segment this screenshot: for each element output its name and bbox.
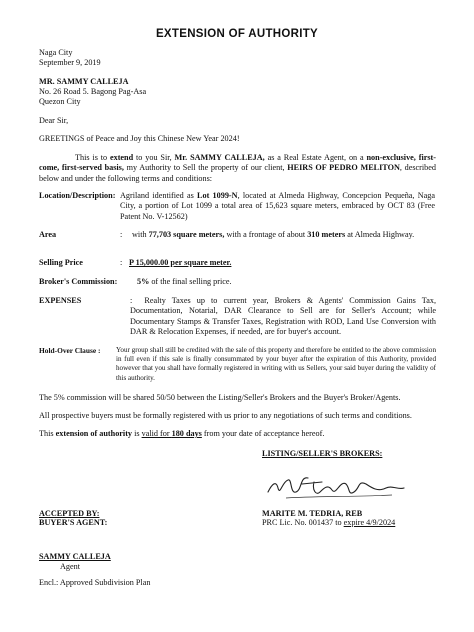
validity-note: This extension of authority is valid for 180 days from your date of acceptance hereof. (39, 429, 325, 438)
location-label: Location/Description: (39, 191, 116, 200)
addressee-address-line1: No. 26 Road 5. Bagong Pag-Asa (39, 87, 147, 96)
salutation: Dear Sir, (39, 116, 69, 125)
selling-price-colon: : (120, 258, 123, 267)
letter-date: September 9, 2019 (39, 58, 101, 67)
brokers-commission-label: Broker's Commission: (39, 277, 118, 286)
area-colon: : (120, 230, 123, 239)
addressee-address-line2: Quezon City (39, 97, 81, 106)
broker-name: MARITE M. TEDRIA, REB (262, 509, 363, 518)
intro-text: as a Real Estate Agent, on a (264, 153, 367, 162)
brokers-commission-value: 5% of the final selling price. (137, 277, 232, 286)
enclosure-note: Encl.: Approved Subdivision Plan (39, 578, 151, 587)
greeting: GREETINGS of Peace and Joy this Chinese New Year 2024! (39, 134, 240, 143)
holdover-label: Hold-Over Clause : (39, 346, 101, 355)
addressee-name: MR. SAMMY CALLEJA (39, 77, 129, 86)
commission-note: The 5% commission will be shared 50/50 between the Listing/Seller's Brokers and the Buyer's Broker/Agents. (39, 393, 401, 402)
intro-agent-name: Mr. SAMMY CALLEJA, (174, 153, 265, 162)
holdover-value: Your group shall still be credited with the sale of this property and therefore be entitled to the above commission in full even if this sale is finally consummated by your buyer after the expiration of this Authority, provided however that you shall have formally registered in writing with us Sellers, your said buyer during the validity of this authority. (116, 346, 436, 382)
selling-price-label: Selling Price (39, 258, 83, 267)
expenses-value: : Realty Taxes up to current year, Brokers & Agents' Commission Gains Tax, Documentation, Notarial, DAR Clearance to Sell are for Seller's Account; while Documentary Stamps & Transfer Taxes, Registration with ROD, Land Use Conversion with DAR & Relocation Expenses, if needed, are for buyer's account. (130, 296, 436, 336)
listing-brokers-header: LISTING/SELLER'S BROKERS: (262, 449, 383, 458)
intro-text: to you Sir, (133, 153, 175, 162)
location-value: Agriland identified as Lot 1099-N, located at Almeda Highway, Concepcion Pequeña, Naga City, a portion of Lot 1099 a total area of 15,623 square meters, embraced by OCT 83 (Free Patent No. V-12562) (120, 191, 435, 221)
accepted-by-label: ACCEPTED BY: (39, 509, 100, 518)
intro-text: This is to (75, 153, 110, 162)
sender-city: Naga City (39, 48, 73, 57)
agent-name: SAMMY CALLEJA (39, 552, 111, 561)
expenses-label: EXPENSES (39, 296, 82, 305)
intro-text: my Authority to Sell the property of our client, (123, 163, 288, 173)
registration-note: All prospective buyers must be formally registered with us prior to any negotiations of such terms and conditions. (39, 411, 412, 420)
agent-role: Agent (60, 562, 81, 571)
area-value: with 77,703 square meters, with a frontage of about 310 meters at Almeda Highway. (132, 230, 415, 239)
broker-signature (262, 470, 412, 506)
broker-license: PRC Lic. No. 001437 to expire 4/9/2024 (262, 518, 396, 527)
intro-paragraph (39, 153, 436, 184)
buyers-agent-label: BUYER'S AGENT: (39, 518, 108, 527)
document-title: EXTENSION OF AUTHORITY (155, 28, 319, 40)
area-label: Area (39, 230, 57, 239)
selling-price-value: P 15,000.00 per square meter. (129, 258, 232, 267)
intro-client: HEIRS OF PEDRO MELITON (287, 163, 400, 173)
intro-extend: extend (109, 153, 134, 162)
intro-text: , described below and under the following terms and conditions: (39, 163, 436, 183)
intro-basis: non-exclusive, first-come, first-served basis, (39, 153, 436, 173)
